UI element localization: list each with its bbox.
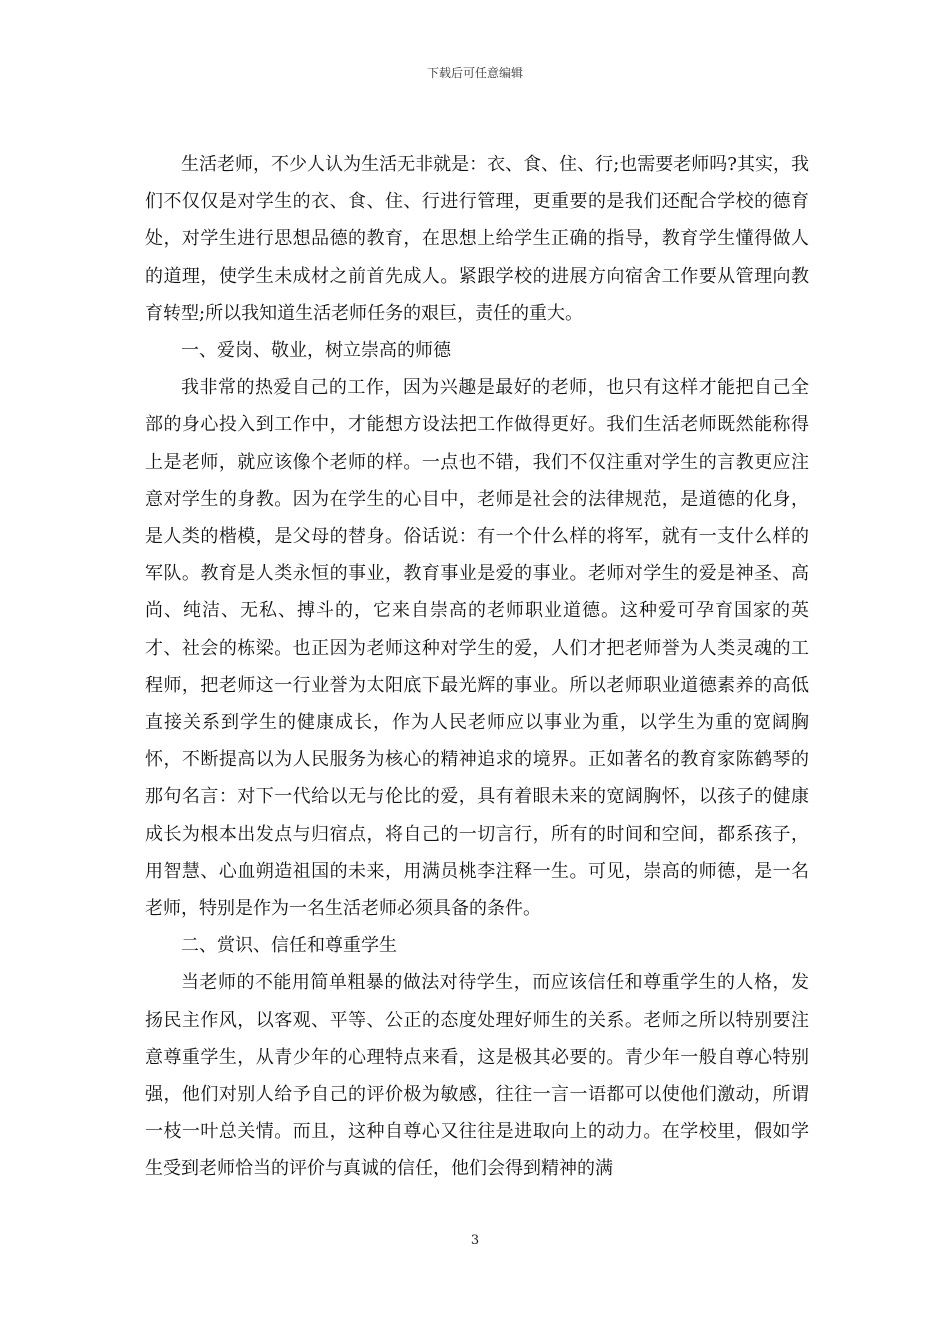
- page-number: 3: [470, 1233, 480, 1248]
- page-header: 下载后可任意编辑: [426, 66, 523, 80]
- section-heading-2: 二、赏识、信任和尊重学生: [181, 935, 397, 957]
- paragraph-section-1: 我非常的热爱自己的工作，因为兴趣是最好的老师，也只有这样才能把自己全部的身心投入到工作中，才能想方设法把工作做得更好。我们生活老师既然能称得上是老师，就应该像个老师的样。一点也不错，我们不仅注重对学生的言教更应注意对学生的身教。因为在学生的心目中，老师是社会的法律规范，是道德的化身，是人类的楷模，是父母的替身。俗话说：有一个什么样的将军，就有一支什么样的军队。教育是人类永恒的事业，教育事业是爱的事业。老师对学生的爱是神圣、高尚、纯洁、无私、搏斗的，它来自崇高的老师职业道德。这种爱可孕育国家的英才、社会的栋梁。也正因为老师这种对学生的爱，人们才把老师誉为人类灵魂的工程师，把老师这一行业誉为太阳底下最光辉的事业。所以老师职业道德素养的高低直接关系到学生的健康成长，作为人民老师应以事业为重，以学生为重的宽阔胸怀，不断提高以为人民服务为核心的精神追求的境界。正如著名的教育家陈鹤琴的那句名言：对下一代给以无与伦比的爱，具有着眼未来的宽阔胸怀，以孩子的健康成长为根本出发点与归宿点，将自己的一切言行，所有的时间和空间，都系孩子，用智慧、心血朔造祖国的未来，用满员桃李注释一生。可见，崇高的师德，是一名老师，特别是作为一名生活老师必须具备的条件。: [145, 377, 809, 920]
- paragraph-section-2: 当老师的不能用简单粗暴的做法对待学生，而应该信任和尊重学生的人格，发扬民主作风，以客观、平等、公正的态度处理好师生的关系。老师之所以特别要注意尊重学生，从青少年的心理特点来看，这是极其必要的。青少年一般自尊心特别强，他们对别人给予自己的评价极为敏感，往往一言一语都可以使他们激动，所谓一枝一叶总关情。而且，这种自尊心又往往是进取向上的动力。在学校里，假如学生受到老师恰当的评价与真诚的信任，他们会得到精神的满: [145, 972, 809, 1180]
- paragraph-intro: 生活老师，不少人认为生活无非就是：衣、食、住、行;也需要老师吗?其实，我们不仅仅是对学生的衣、食、住、行进行管理，更重要的是我们还配合学校的德育处，对学生进行思想品德的教育，在思想上给学生正确的指导，教育学生懂得做人的道理，使学生未成材之前首先成人。紧跟学校的进展方向宿舍工作要从管理向教育转型;所以我知道生活老师任务的艰巨，责任的重大。: [145, 154, 809, 324]
- section-heading-1: 一、爱岗、敬业，树立崇高的师德: [181, 340, 451, 362]
- document-body: [145, 146, 809, 1188]
